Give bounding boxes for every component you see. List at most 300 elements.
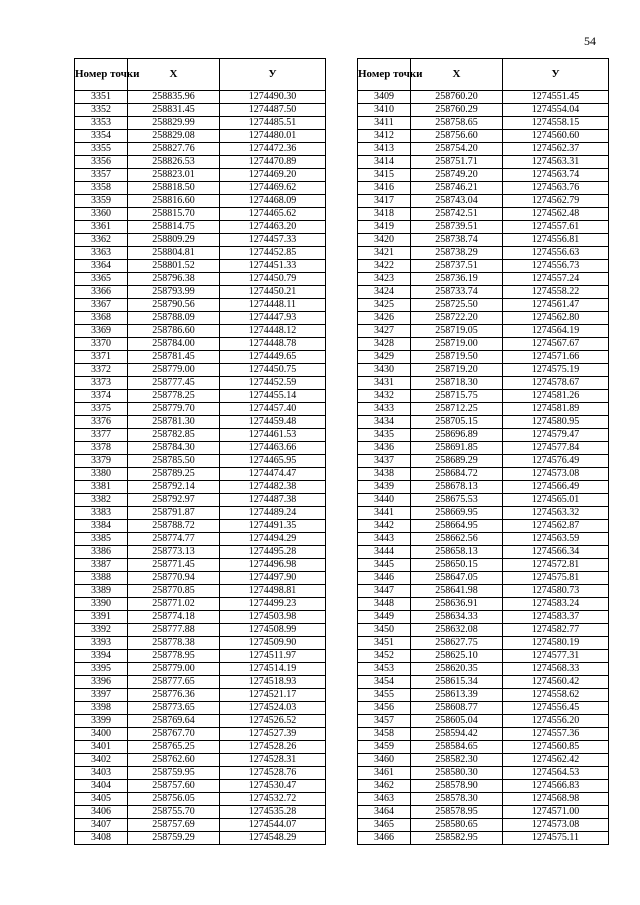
x-coordinate-cell: 258784.30 (128, 442, 220, 455)
x-coordinate-cell: 258762.60 (128, 754, 220, 767)
table-row (75, 715, 326, 728)
table-row (75, 351, 326, 364)
table-header-row (358, 59, 609, 91)
point-number-cell: 3391 (75, 611, 128, 624)
table-row (75, 455, 326, 468)
table-row (75, 286, 326, 299)
point-number-cell: 3462 (358, 780, 411, 793)
x-coordinate-cell: 258739.51 (411, 221, 503, 234)
y-coordinate-cell: 1274560.60 (503, 130, 609, 143)
point-number-cell: 3362 (75, 234, 128, 247)
point-number-cell: 3429 (358, 351, 411, 364)
header-x: X (411, 59, 503, 91)
point-number-cell: 3399 (75, 715, 128, 728)
table-row (358, 650, 609, 663)
y-coordinate-cell: 1274470.89 (220, 156, 326, 169)
x-coordinate-cell: 258664.95 (411, 520, 503, 533)
table-row (75, 559, 326, 572)
table-row (358, 728, 609, 741)
table-row (358, 702, 609, 715)
table-row (358, 507, 609, 520)
x-coordinate-cell: 258791.87 (128, 507, 220, 520)
y-coordinate-cell: 1274509.90 (220, 637, 326, 650)
point-number-cell: 3390 (75, 598, 128, 611)
y-coordinate-cell: 1274565.01 (503, 494, 609, 507)
point-number-cell: 3411 (358, 117, 411, 130)
y-coordinate-cell: 1274447.93 (220, 312, 326, 325)
table-row (358, 754, 609, 767)
table-row (358, 481, 609, 494)
point-number-cell: 3425 (358, 299, 411, 312)
table-row (358, 468, 609, 481)
y-coordinate-cell: 1274566.49 (503, 481, 609, 494)
point-number-cell: 3352 (75, 104, 128, 117)
x-coordinate-cell: 258757.60 (128, 780, 220, 793)
x-coordinate-cell: 258658.13 (411, 546, 503, 559)
y-coordinate-cell: 1274521.17 (220, 689, 326, 702)
y-coordinate-cell: 1274560.42 (503, 676, 609, 689)
x-coordinate-cell: 258790.56 (128, 299, 220, 312)
point-number-cell: 3380 (75, 468, 128, 481)
point-number-cell: 3396 (75, 676, 128, 689)
y-coordinate-cell: 1274566.83 (503, 780, 609, 793)
y-coordinate-cell: 1274497.90 (220, 572, 326, 585)
point-number-cell: 3444 (358, 546, 411, 559)
table-row (358, 364, 609, 377)
x-coordinate-cell: 258620.35 (411, 663, 503, 676)
y-coordinate-cell: 1274567.67 (503, 338, 609, 351)
x-coordinate-cell: 258778.25 (128, 390, 220, 403)
point-number-cell: 3454 (358, 676, 411, 689)
point-number-cell: 3354 (75, 130, 128, 143)
point-number-cell: 3440 (358, 494, 411, 507)
x-coordinate-cell: 258773.65 (128, 702, 220, 715)
x-coordinate-cell: 258788.09 (128, 312, 220, 325)
table-row (75, 338, 326, 351)
y-coordinate-cell: 1274465.62 (220, 208, 326, 221)
x-coordinate-cell: 258580.65 (411, 819, 503, 832)
point-number-cell: 3382 (75, 494, 128, 507)
x-coordinate-cell: 258760.20 (411, 91, 503, 104)
y-coordinate-cell: 1274450.75 (220, 364, 326, 377)
y-coordinate-cell: 1274576.49 (503, 455, 609, 468)
table-row (358, 546, 609, 559)
y-coordinate-cell: 1274526.52 (220, 715, 326, 728)
x-coordinate-cell: 258754.20 (411, 143, 503, 156)
table-row (358, 416, 609, 429)
x-coordinate-cell: 258743.04 (411, 195, 503, 208)
table-row (75, 611, 326, 624)
table-row (75, 637, 326, 650)
x-coordinate-cell: 258582.95 (411, 832, 503, 845)
x-coordinate-cell: 258718.30 (411, 377, 503, 390)
x-coordinate-cell: 258770.85 (128, 585, 220, 598)
x-coordinate-cell: 258725.50 (411, 299, 503, 312)
table-row (358, 520, 609, 533)
table-row (358, 832, 609, 845)
table-row (75, 364, 326, 377)
y-coordinate-cell: 1274544.07 (220, 819, 326, 832)
table-row (358, 455, 609, 468)
table-row (75, 702, 326, 715)
y-coordinate-cell: 1274491.35 (220, 520, 326, 533)
x-coordinate-cell: 258801.52 (128, 260, 220, 273)
header-point-number: Номер точки (75, 59, 128, 91)
x-coordinate-cell: 258786.60 (128, 325, 220, 338)
y-coordinate-cell: 1274558.15 (503, 117, 609, 130)
point-number-cell: 3414 (358, 156, 411, 169)
y-coordinate-cell: 1274535.28 (220, 806, 326, 819)
table-row (75, 169, 326, 182)
table-row (358, 390, 609, 403)
x-coordinate-cell: 258719.20 (411, 364, 503, 377)
table-row (358, 299, 609, 312)
table-row (75, 221, 326, 234)
table-row (358, 585, 609, 598)
point-number-cell: 3450 (358, 624, 411, 637)
table-row (358, 377, 609, 390)
point-number-cell: 3427 (358, 325, 411, 338)
point-number-cell: 3458 (358, 728, 411, 741)
x-coordinate-cell: 258742.51 (411, 208, 503, 221)
table-row (75, 91, 326, 104)
y-coordinate-cell: 1274498.81 (220, 585, 326, 598)
y-coordinate-cell: 1274518.93 (220, 676, 326, 689)
y-coordinate-cell: 1274450.21 (220, 286, 326, 299)
x-coordinate-cell: 258580.30 (411, 767, 503, 780)
y-coordinate-cell: 1274469.62 (220, 182, 326, 195)
y-coordinate-cell: 1274580.73 (503, 585, 609, 598)
x-coordinate-cell: 258578.90 (411, 780, 503, 793)
table-row (75, 156, 326, 169)
point-number-cell: 3455 (358, 689, 411, 702)
table-row (358, 767, 609, 780)
point-number-cell: 3389 (75, 585, 128, 598)
point-number-cell: 3420 (358, 234, 411, 247)
table-row (358, 156, 609, 169)
y-coordinate-cell: 1274562.42 (503, 754, 609, 767)
y-coordinate-cell: 1274557.24 (503, 273, 609, 286)
table-row (75, 182, 326, 195)
y-coordinate-cell: 1274527.39 (220, 728, 326, 741)
table-header-row (75, 59, 326, 91)
x-coordinate-cell: 258779.00 (128, 364, 220, 377)
point-number-cell: 3405 (75, 793, 128, 806)
x-coordinate-cell: 258782.85 (128, 429, 220, 442)
y-coordinate-cell: 1274579.47 (503, 429, 609, 442)
y-coordinate-cell: 1274449.65 (220, 351, 326, 364)
y-coordinate-cell: 1274562.87 (503, 520, 609, 533)
point-number-cell: 3433 (358, 403, 411, 416)
table-row (358, 780, 609, 793)
table-row (75, 533, 326, 546)
point-number-cell: 3358 (75, 182, 128, 195)
point-number-cell: 3386 (75, 546, 128, 559)
x-coordinate-cell: 258632.08 (411, 624, 503, 637)
point-number-cell: 3366 (75, 286, 128, 299)
table-row (75, 195, 326, 208)
table-row (75, 299, 326, 312)
x-coordinate-cell: 258578.95 (411, 806, 503, 819)
x-coordinate-cell: 258771.02 (128, 598, 220, 611)
table-row (75, 403, 326, 416)
header-point-number: Номер точки (358, 59, 411, 91)
table-row (358, 117, 609, 130)
point-number-cell: 3451 (358, 637, 411, 650)
point-number-cell: 3418 (358, 208, 411, 221)
y-coordinate-cell: 1274554.04 (503, 104, 609, 117)
point-number-cell: 3431 (358, 377, 411, 390)
x-coordinate-cell: 258829.99 (128, 117, 220, 130)
point-number-cell: 3369 (75, 325, 128, 338)
x-coordinate-cell: 258615.34 (411, 676, 503, 689)
point-number-cell: 3370 (75, 338, 128, 351)
x-coordinate-cell: 258781.45 (128, 351, 220, 364)
y-coordinate-cell: 1274474.47 (220, 468, 326, 481)
point-number-cell: 3372 (75, 364, 128, 377)
point-number-cell: 3464 (358, 806, 411, 819)
table-row (75, 741, 326, 754)
table-row (75, 780, 326, 793)
point-number-cell: 3417 (358, 195, 411, 208)
x-coordinate-cell: 258582.30 (411, 754, 503, 767)
y-coordinate-cell: 1274563.32 (503, 507, 609, 520)
x-coordinate-cell: 258684.72 (411, 468, 503, 481)
table-row (358, 91, 609, 104)
y-coordinate-cell: 1274564.19 (503, 325, 609, 338)
y-coordinate-cell: 1274573.08 (503, 468, 609, 481)
x-coordinate-cell: 258816.60 (128, 195, 220, 208)
point-number-cell: 3412 (358, 130, 411, 143)
table-row (358, 533, 609, 546)
x-coordinate-cell: 258770.94 (128, 572, 220, 585)
x-coordinate-cell: 258662.56 (411, 533, 503, 546)
table-row (358, 494, 609, 507)
y-coordinate-cell: 1274560.85 (503, 741, 609, 754)
y-coordinate-cell: 1274558.22 (503, 286, 609, 299)
x-coordinate-cell: 258719.50 (411, 351, 503, 364)
point-number-cell: 3375 (75, 403, 128, 416)
table-row (75, 429, 326, 442)
point-number-cell: 3456 (358, 702, 411, 715)
table-row (75, 260, 326, 273)
y-coordinate-cell: 1274556.20 (503, 715, 609, 728)
x-coordinate-cell: 258722.20 (411, 312, 503, 325)
table-row (75, 377, 326, 390)
y-coordinate-cell: 1274465.95 (220, 455, 326, 468)
x-coordinate-cell: 258738.29 (411, 247, 503, 260)
y-coordinate-cell: 1274568.33 (503, 663, 609, 676)
x-coordinate-cell: 258774.18 (128, 611, 220, 624)
table-row (75, 650, 326, 663)
point-number-cell: 3361 (75, 221, 128, 234)
point-number-cell: 3384 (75, 520, 128, 533)
x-coordinate-cell: 258678.13 (411, 481, 503, 494)
table-body-left (75, 91, 326, 845)
table-row (358, 637, 609, 650)
x-coordinate-cell: 258793.99 (128, 286, 220, 299)
table-row (75, 468, 326, 481)
point-number-cell: 3387 (75, 559, 128, 572)
y-coordinate-cell: 1274468.09 (220, 195, 326, 208)
y-coordinate-cell: 1274528.26 (220, 741, 326, 754)
table-row (358, 793, 609, 806)
y-coordinate-cell: 1274563.76 (503, 182, 609, 195)
x-coordinate-cell: 258792.97 (128, 494, 220, 507)
y-coordinate-cell: 1274575.11 (503, 832, 609, 845)
point-number-cell: 3371 (75, 351, 128, 364)
table-row (75, 585, 326, 598)
point-number-cell: 3409 (358, 91, 411, 104)
table-row (75, 234, 326, 247)
y-coordinate-cell: 1274571.00 (503, 806, 609, 819)
point-number-cell: 3355 (75, 143, 128, 156)
x-coordinate-cell: 258691.85 (411, 442, 503, 455)
table-row (358, 806, 609, 819)
x-coordinate-cell: 258769.64 (128, 715, 220, 728)
x-coordinate-cell: 258749.20 (411, 169, 503, 182)
x-coordinate-cell: 258788.72 (128, 520, 220, 533)
table-row (358, 624, 609, 637)
y-coordinate-cell: 1274581.26 (503, 390, 609, 403)
x-coordinate-cell: 258804.81 (128, 247, 220, 260)
point-number-cell: 3395 (75, 663, 128, 676)
y-coordinate-cell: 1274472.36 (220, 143, 326, 156)
x-coordinate-cell: 258829.08 (128, 130, 220, 143)
y-coordinate-cell: 1274564.53 (503, 767, 609, 780)
point-number-cell: 3353 (75, 117, 128, 130)
point-number-cell: 3374 (75, 390, 128, 403)
y-coordinate-cell: 1274450.79 (220, 273, 326, 286)
x-coordinate-cell: 258781.30 (128, 416, 220, 429)
y-coordinate-cell: 1274503.98 (220, 611, 326, 624)
table-row (75, 247, 326, 260)
y-coordinate-cell: 1274583.24 (503, 598, 609, 611)
y-coordinate-cell: 1274448.11 (220, 299, 326, 312)
y-coordinate-cell: 1274566.34 (503, 546, 609, 559)
y-coordinate-cell: 1274524.03 (220, 702, 326, 715)
point-number-cell: 3379 (75, 455, 128, 468)
y-coordinate-cell: 1274490.30 (220, 91, 326, 104)
x-coordinate-cell: 258625.10 (411, 650, 503, 663)
y-coordinate-cell: 1274581.89 (503, 403, 609, 416)
point-number-cell: 3426 (358, 312, 411, 325)
point-number-cell: 3403 (75, 767, 128, 780)
point-number-cell: 3461 (358, 767, 411, 780)
table-row (358, 429, 609, 442)
y-coordinate-cell: 1274489.24 (220, 507, 326, 520)
point-number-cell: 3432 (358, 390, 411, 403)
point-number-cell: 3359 (75, 195, 128, 208)
y-coordinate-cell: 1274528.31 (220, 754, 326, 767)
table-row (358, 221, 609, 234)
y-coordinate-cell: 1274558.62 (503, 689, 609, 702)
y-coordinate-cell: 1274568.98 (503, 793, 609, 806)
point-number-cell: 3376 (75, 416, 128, 429)
x-coordinate-cell: 258608.77 (411, 702, 503, 715)
point-number-cell: 3385 (75, 533, 128, 546)
point-number-cell: 3428 (358, 338, 411, 351)
x-coordinate-cell: 258647.05 (411, 572, 503, 585)
y-coordinate-cell: 1274532.72 (220, 793, 326, 806)
x-coordinate-cell: 258792.14 (128, 481, 220, 494)
y-coordinate-cell: 1274482.38 (220, 481, 326, 494)
y-coordinate-cell: 1274514.19 (220, 663, 326, 676)
y-coordinate-cell: 1274452.59 (220, 377, 326, 390)
point-number-cell: 3397 (75, 689, 128, 702)
x-coordinate-cell: 258776.36 (128, 689, 220, 702)
point-number-cell: 3365 (75, 273, 128, 286)
point-number-cell: 3383 (75, 507, 128, 520)
point-number-cell: 3408 (75, 832, 128, 845)
x-coordinate-cell: 258809.29 (128, 234, 220, 247)
x-coordinate-cell: 258605.04 (411, 715, 503, 728)
table-row (75, 494, 326, 507)
y-coordinate-cell: 1274563.31 (503, 156, 609, 169)
y-coordinate-cell: 1274455.14 (220, 390, 326, 403)
point-number-cell: 3419 (358, 221, 411, 234)
table-row (358, 286, 609, 299)
table-row (358, 715, 609, 728)
x-coordinate-cell: 258767.70 (128, 728, 220, 741)
y-coordinate-cell: 1274463.20 (220, 221, 326, 234)
y-coordinate-cell: 1274582.77 (503, 624, 609, 637)
x-coordinate-cell: 258778.38 (128, 637, 220, 650)
table-row (75, 390, 326, 403)
point-number-cell: 3443 (358, 533, 411, 546)
x-coordinate-cell: 258835.96 (128, 91, 220, 104)
point-number-cell: 3357 (75, 169, 128, 182)
header-y: У (503, 59, 609, 91)
x-coordinate-cell: 258765.25 (128, 741, 220, 754)
table-row (75, 767, 326, 780)
header-x: X (128, 59, 220, 91)
table-row (358, 676, 609, 689)
x-coordinate-cell: 258613.39 (411, 689, 503, 702)
y-coordinate-cell: 1274578.67 (503, 377, 609, 390)
y-coordinate-cell: 1274557.36 (503, 728, 609, 741)
table-body-right (358, 91, 609, 845)
x-coordinate-cell: 258584.65 (411, 741, 503, 754)
point-number-cell: 3392 (75, 624, 128, 637)
x-coordinate-cell: 258627.75 (411, 637, 503, 650)
x-coordinate-cell: 258675.53 (411, 494, 503, 507)
point-number-cell: 3457 (358, 715, 411, 728)
point-number-cell: 3388 (75, 572, 128, 585)
x-coordinate-cell: 258823.01 (128, 169, 220, 182)
x-coordinate-cell: 258779.70 (128, 403, 220, 416)
point-number-cell: 3381 (75, 481, 128, 494)
y-coordinate-cell: 1274580.19 (503, 637, 609, 650)
point-number-cell: 3446 (358, 572, 411, 585)
table-row (358, 663, 609, 676)
x-coordinate-cell: 258759.95 (128, 767, 220, 780)
y-coordinate-cell: 1274575.81 (503, 572, 609, 585)
y-coordinate-cell: 1274499.23 (220, 598, 326, 611)
table-row (75, 130, 326, 143)
point-number-cell: 3441 (358, 507, 411, 520)
y-coordinate-cell: 1274448.78 (220, 338, 326, 351)
y-coordinate-cell: 1274562.37 (503, 143, 609, 156)
table-row (75, 572, 326, 585)
y-coordinate-cell: 1274562.48 (503, 208, 609, 221)
point-number-cell: 3442 (358, 520, 411, 533)
point-number-cell: 3453 (358, 663, 411, 676)
y-coordinate-cell: 1274530.47 (220, 780, 326, 793)
x-coordinate-cell: 258715.75 (411, 390, 503, 403)
table-row (358, 598, 609, 611)
table-row (358, 741, 609, 754)
